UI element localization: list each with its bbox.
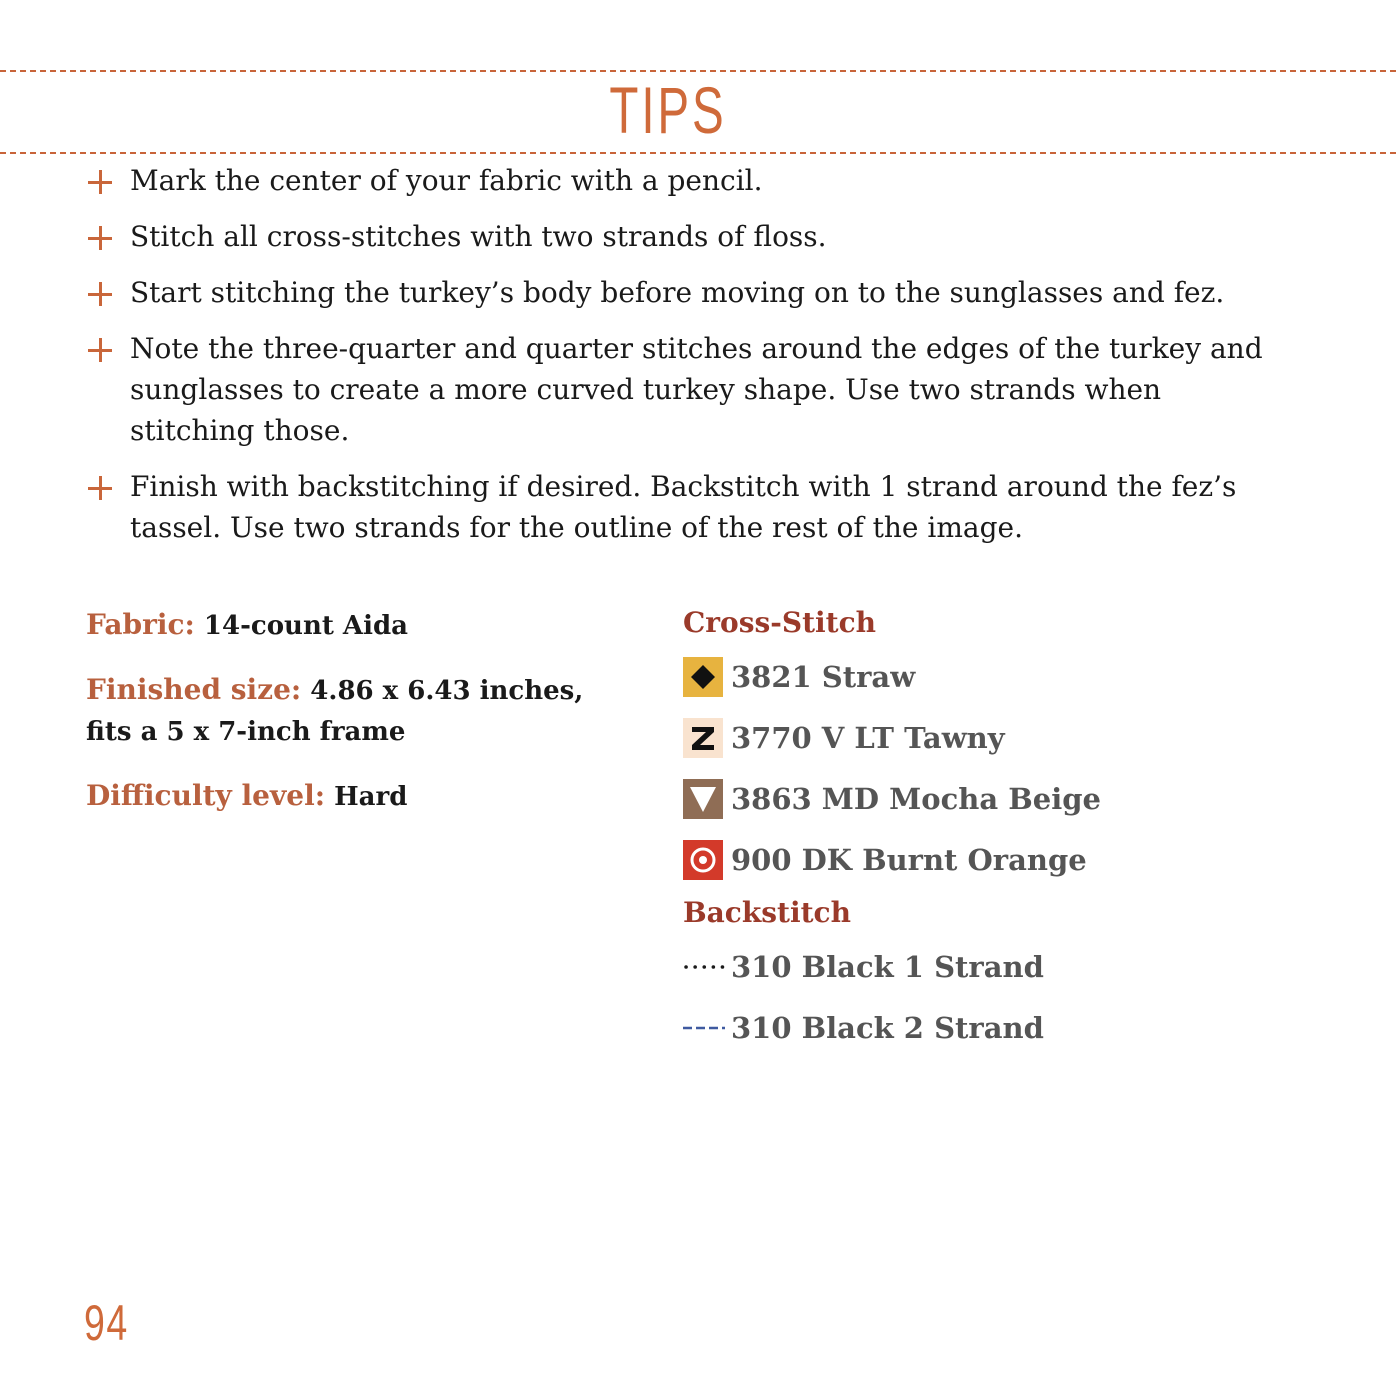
legend-item-tawny: [683, 707, 1363, 768]
finished-size-spec: [86, 669, 626, 753]
tip-text: Finish with backstitching if desired. Backstitch with 1 strand around the fez’s tassel. Use two strands for the outline of the rest of the image.: [130, 470, 1237, 544]
difficulty-label: Difficulty level:: [86, 779, 326, 812]
cross-plus-icon: [88, 170, 112, 194]
legend-label: 3770 V LT Tawny: [731, 720, 1005, 755]
fabric-value: 14-count Aida: [203, 611, 408, 641]
cross-stitch-heading: Cross-Stitch: [683, 606, 876, 639]
cross-plus-icon: [88, 338, 112, 362]
legend-label: 3863 MD Mocha Beige: [731, 781, 1101, 816]
tips-list: [84, 160, 1264, 563]
tip-item: [84, 216, 1264, 257]
legend-item-straw: [683, 646, 1363, 707]
legend-label: 900 DK Burnt Orange: [731, 842, 1087, 877]
tip-item: [84, 466, 1264, 548]
cross-plus-icon: [88, 476, 112, 500]
triangle-down-icon: [683, 779, 723, 819]
legend-item-black-2-strand: [683, 997, 1363, 1058]
cross-plus-icon: [88, 282, 112, 306]
legend-label: 310 Black 1 Strand: [731, 949, 1044, 984]
fabric-spec: [86, 604, 626, 647]
tip-text: Note the three-quarter and quarter stitches around the edges of the turkey and sunglasses to create a more curved turkey shape. Use two strands when stitching those.: [130, 332, 1263, 447]
legend-item-black-1-strand: [683, 936, 1363, 997]
diamond-icon: [683, 657, 723, 697]
backstitch-heading: Backstitch: [683, 896, 851, 929]
difficulty-spec: [86, 775, 626, 818]
legend-label: 310 Black 2 Strand: [731, 1010, 1044, 1045]
legend-item-mocha-beige: [683, 768, 1363, 829]
floss-legend: [683, 600, 1363, 1058]
tip-item: [84, 272, 1264, 313]
tip-text: Stitch all cross-stitches with two strands of floss.: [130, 220, 827, 253]
difficulty-value: Hard: [334, 782, 408, 812]
project-specs: [86, 604, 626, 840]
bottom-dashed-divider: [0, 152, 1396, 154]
tip-item: [84, 160, 1264, 201]
letter-z-icon: [683, 718, 723, 758]
cross-plus-icon: [88, 226, 112, 250]
legend-label: 3821 Straw: [731, 659, 916, 694]
finished-size-label: Finished size:: [86, 673, 302, 706]
tip-text: Mark the center of your fabric with a pencil.: [130, 164, 763, 197]
target-icon: [683, 840, 723, 880]
tip-text: Start stitching the turkey’s body before moving on to the sunglasses and fez.: [130, 276, 1225, 309]
dotted-line-icon: [683, 962, 727, 972]
page-title: TIPS: [609, 73, 727, 147]
dashed-line-icon: [683, 1023, 727, 1033]
legend-item-burnt-orange: [683, 829, 1363, 890]
finished-size-value: 4.86 x 6.43 inches, fits a 5 x 7-inch frame: [86, 676, 584, 747]
tip-item: [84, 328, 1264, 451]
fabric-label: Fabric:: [86, 608, 195, 641]
page-number: 94: [84, 1295, 129, 1351]
